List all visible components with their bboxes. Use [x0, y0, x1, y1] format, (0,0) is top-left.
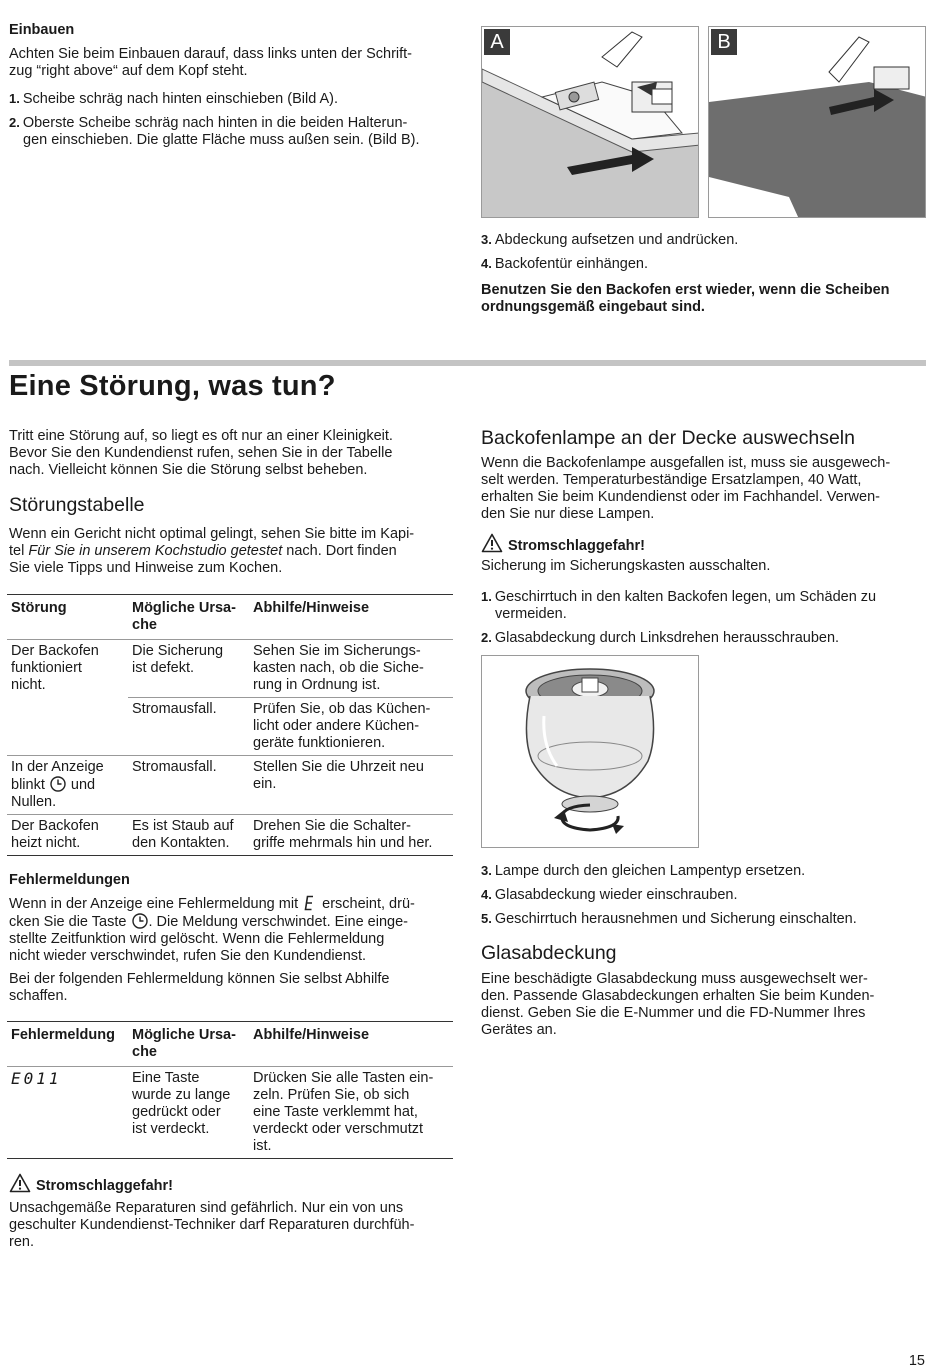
cell-line: In der Anzeige — [11, 759, 104, 775]
step-number: 4. — [481, 887, 492, 902]
step-number: 3. — [481, 863, 492, 878]
cell-line: griffe mehrmals hin und her. — [253, 835, 433, 851]
install-step-1 — [9, 90, 338, 108]
col-header-line: che — [132, 1044, 157, 1060]
cell-line: verdeckt oder verschmutzt — [253, 1121, 424, 1137]
cell-line: heizt nicht. — [11, 835, 81, 851]
figure-b-label: B — [711, 29, 737, 55]
cell-line: Drehen Sie die Schalter- — [253, 818, 411, 834]
step-number: 2. — [481, 630, 492, 645]
glass-text — [481, 971, 874, 1039]
cell-line: kasten nach, ob die Siche- — [253, 660, 424, 676]
step-text: Lampe durch den gleichen Lampentyp ersetzen. — [494, 863, 806, 879]
cell-line: geräte funktionieren. — [253, 735, 386, 751]
text-line: Gerätes an. — [481, 1022, 557, 1038]
glass-heading: Glasabdeckung — [481, 942, 617, 964]
error-code-cell — [7, 1067, 128, 1159]
text-span: cken Sie die Taste — [9, 914, 127, 930]
cell-line: Der Backofen — [11, 818, 99, 834]
fault-cell — [7, 756, 128, 815]
desc-line — [9, 543, 414, 560]
col-header-remedy: Abhilfe/Hinweise — [249, 1022, 453, 1067]
step-text: Glasabdeckung wieder einschrauben. — [494, 887, 738, 903]
figure-a — [481, 26, 699, 218]
lamp-warning-text: Sicherung im Sicherungskasten ausschalten. — [481, 558, 771, 574]
cell-line — [11, 776, 124, 794]
oven-door-glass-illustration-b — [709, 27, 926, 218]
table-row — [7, 1067, 453, 1159]
remedy-cell — [249, 640, 453, 698]
error-messages-text-2 — [9, 971, 389, 1005]
lamp-step-1 — [481, 588, 876, 623]
text-line: Unsachgemäße Reparaturen sind gefährlich. Nur ein von uns — [9, 1200, 404, 1216]
cell-text: und — [70, 777, 96, 793]
warning-triangle-icon — [9, 1173, 31, 1193]
fault-table — [7, 594, 453, 856]
shock-warning-left-title — [9, 1173, 173, 1195]
step-text: Oberste Scheibe schräg nach hinten in die beiden Halterun- — [22, 115, 408, 131]
text-line: ren. — [9, 1234, 34, 1250]
cell-line: funktioniert — [11, 660, 82, 676]
install-warning-line: Benutzen Sie den Backofen erst wieder, wenn die Scheiben — [481, 282, 890, 298]
install-step-3 — [481, 231, 738, 249]
step-number: 4. — [481, 256, 492, 271]
figure-b — [708, 26, 926, 218]
step-number: 5. — [481, 911, 492, 926]
fault-cell — [7, 815, 128, 856]
cell-line: Stellen Sie die Uhrzeit neu — [253, 759, 424, 775]
text-line: dienst. Geben Sie die E-Nummer und die FD-Nummer Ihres — [481, 1005, 866, 1021]
text-line: Bei der folgenden Fehlermeldung können Sie selbst Abhilfe — [9, 971, 390, 987]
lamp-cover-illustration — [482, 656, 699, 848]
shock-warning-left-text — [9, 1200, 414, 1251]
col-header-fault: Störung — [7, 595, 128, 640]
warning-title-text: Stromschlaggefahr! — [36, 1178, 173, 1194]
chapter-reference: Für Sie in unserem Kochstudio getestet — [28, 543, 283, 559]
cell-line: ein. — [253, 776, 277, 792]
table-row — [7, 640, 453, 698]
step-number: 2. — [9, 115, 20, 130]
page-number: 15 — [908, 1353, 925, 1369]
install-intro-line: zug “right above“ auf dem Kopf steht. — [9, 63, 248, 79]
desc-text: tel — [9, 543, 29, 559]
warning-title-text: Stromschlaggefahr! — [508, 538, 645, 554]
text-line: den Sie nur diese Lampen. — [481, 506, 655, 522]
cell-line: gedrückt oder — [132, 1104, 221, 1120]
cell-line: Es ist Staub auf — [132, 818, 234, 834]
cell-line: Stromausfall. — [132, 759, 217, 775]
step-text: Backofentür einhängen. — [494, 256, 649, 272]
step-text: Scheibe schräg nach hinten einschieben (Bild A). — [22, 91, 339, 107]
error-code-display: E011 — [11, 1069, 62, 1088]
section-divider — [9, 360, 926, 366]
install-intro — [9, 46, 459, 80]
text-span: Wenn in der Anzeige eine Fehlermeldung mit — [9, 896, 299, 912]
cell-line: rung in Ordnung ist. — [253, 677, 381, 693]
col-header-line: che — [132, 617, 157, 633]
step-text: Glasabdeckung durch Linksdrehen herausschrauben. — [494, 630, 840, 646]
text-span: . Die Meldung verschwindet. Eine einge- — [148, 914, 408, 930]
cell-line: nicht. — [11, 677, 46, 693]
fault-table-heading: Störungstabelle — [9, 494, 145, 516]
text-line: den. Passende Glasabdeckungen erhalten Sie beim Kunden- — [481, 988, 875, 1004]
text-line: stellte Zeitfunktion wird gelöscht. Wenn die Fehlermeldung — [9, 931, 385, 947]
lamp-warning-title — [481, 533, 645, 555]
step-text: Abdeckung aufsetzen und andrücken. — [494, 232, 739, 248]
lamp-step-5 — [481, 910, 857, 928]
warning-triangle-icon — [481, 533, 503, 553]
cause-cell — [128, 756, 249, 815]
error-table-header — [7, 1022, 453, 1067]
cell-line: eine Taste verklemmt hat, — [253, 1104, 418, 1120]
install-warning — [481, 282, 890, 316]
lamp-figure — [481, 655, 699, 848]
cell-line: Prüfen Sie, ob das Küchen- — [253, 701, 431, 717]
text-line: Wenn die Backofenlampe ausgefallen ist, muss sie ausgewech- — [481, 455, 891, 471]
col-header-cause — [128, 595, 249, 640]
lamp-step-4 — [481, 886, 737, 904]
lamp-text — [481, 455, 890, 523]
cause-cell — [128, 815, 249, 856]
desc-line: Wenn ein Gericht nicht optimal gelingt, sehen Sie bitte im Kapi- — [9, 526, 415, 542]
cell-text: blinkt — [11, 777, 45, 793]
step-text: vermeiden. — [495, 606, 567, 622]
text-line: nicht wieder verschwindet, rufen Sie den Kundendienst. — [9, 948, 367, 964]
cell-line: licht oder andere Küchen- — [253, 718, 420, 734]
fault-table-header — [7, 595, 453, 640]
cell-line: Drücken Sie alle Tasten ein- — [253, 1070, 434, 1086]
install-step-2 — [9, 114, 420, 149]
step-number: 1. — [481, 589, 492, 604]
page-title: Eine Störung, was tun? — [9, 370, 336, 402]
clock-icon — [132, 913, 148, 929]
fault-intro — [9, 428, 393, 479]
step-text: Geschirrtuch in den kalten Backofen legen, um Schäden zu — [494, 589, 877, 605]
table-row — [7, 815, 453, 856]
step-number: 3. — [481, 232, 492, 247]
cell-line: Der Backofen — [11, 643, 99, 659]
col-header-cause — [128, 1022, 249, 1067]
install-step-4 — [481, 255, 648, 273]
cell-line: ist. — [253, 1138, 272, 1154]
remedy-cell — [249, 756, 453, 815]
error-messages-text — [9, 895, 415, 965]
install-heading: Einbauen — [9, 22, 75, 38]
fault-table-description — [9, 526, 414, 577]
error-messages-heading: Fehlermeldungen — [9, 872, 130, 888]
desc-line: Sie viele Tipps und Hinweise zum Kochen. — [9, 560, 283, 576]
remedy-cell — [249, 1067, 453, 1159]
cell-line: Die Sicherung — [132, 643, 224, 659]
cell-line: Nullen. — [11, 794, 57, 810]
cell-line: ist verdeckt. — [132, 1121, 210, 1137]
col-header-line: Mögliche Ursa- — [132, 600, 236, 616]
text-line: geschulter Kundendienst-Techniker darf Reparaturen durchfüh- — [9, 1217, 415, 1233]
cell-line: Sehen Sie im Sicherungs- — [253, 643, 421, 659]
lamp-step-2 — [481, 629, 839, 647]
text-line — [9, 913, 415, 931]
table-row — [7, 756, 453, 815]
step-number: 1. — [9, 91, 20, 106]
error-e-symbol-icon — [304, 895, 316, 911]
cell-line: den Kontakten. — [132, 835, 230, 851]
cell-line: Stromausfall. — [132, 701, 217, 717]
fault-cell — [7, 640, 128, 756]
col-header-line: Mögliche Ursa- — [132, 1027, 236, 1043]
cause-cell — [128, 1067, 249, 1159]
intro-line: Bevor Sie den Kundendienst rufen, sehen Sie in der Tabelle — [9, 445, 393, 461]
oven-door-glass-illustration-a — [482, 27, 699, 218]
text-line: Eine beschädigte Glasabdeckung muss ausgewechselt wer- — [481, 971, 868, 987]
step-text: Geschirrtuch herausnehmen und Sicherung einschalten. — [494, 911, 857, 927]
step-text: gen einschieben. Die glatte Fläche muss außen sein. (Bild B). — [23, 132, 420, 148]
error-table — [7, 1021, 453, 1159]
install-warning-line: ordnungsgemäß eingebaut sind. — [481, 299, 705, 315]
cause-cell — [128, 640, 249, 698]
cell-line: zeln. Prüfen Sie, ob sich — [253, 1087, 410, 1103]
figure-a-label: A — [484, 29, 510, 55]
intro-line: nach. Vielleicht können Sie die Störung selbst beheben. — [9, 462, 368, 478]
remedy-cell — [249, 698, 453, 756]
remedy-cell — [249, 815, 453, 856]
lamp-step-3 — [481, 862, 805, 880]
clock-icon — [50, 776, 66, 792]
intro-line: Tritt eine Störung auf, so liegt es oft nur an einer Kleinigkeit. — [9, 428, 393, 444]
desc-text: nach. Dort finden — [282, 543, 397, 559]
cell-line: ist defekt. — [132, 660, 195, 676]
cause-cell — [128, 698, 249, 756]
text-span: erscheint, drü- — [322, 896, 415, 912]
lamp-heading: Backofenlampe an der Decke auswechseln — [481, 427, 855, 449]
text-line: erhalten Sie beim Kundendienst oder im Fachhandel. Verwen- — [481, 489, 880, 505]
text-line: selt werden. Temperaturbeständige Ersatzlampen, 40 Watt, — [481, 472, 862, 488]
col-header-error: Fehlermeldung — [7, 1022, 128, 1067]
text-line: schaffen. — [9, 988, 68, 1004]
cell-line: wurde zu lange — [132, 1087, 231, 1103]
install-intro-line: Achten Sie beim Einbauen darauf, dass links unten der Schrift- — [9, 46, 413, 62]
text-line — [9, 895, 415, 913]
cell-line: Eine Taste — [132, 1070, 200, 1086]
col-header-remedy: Abhilfe/Hinweise — [249, 595, 453, 640]
